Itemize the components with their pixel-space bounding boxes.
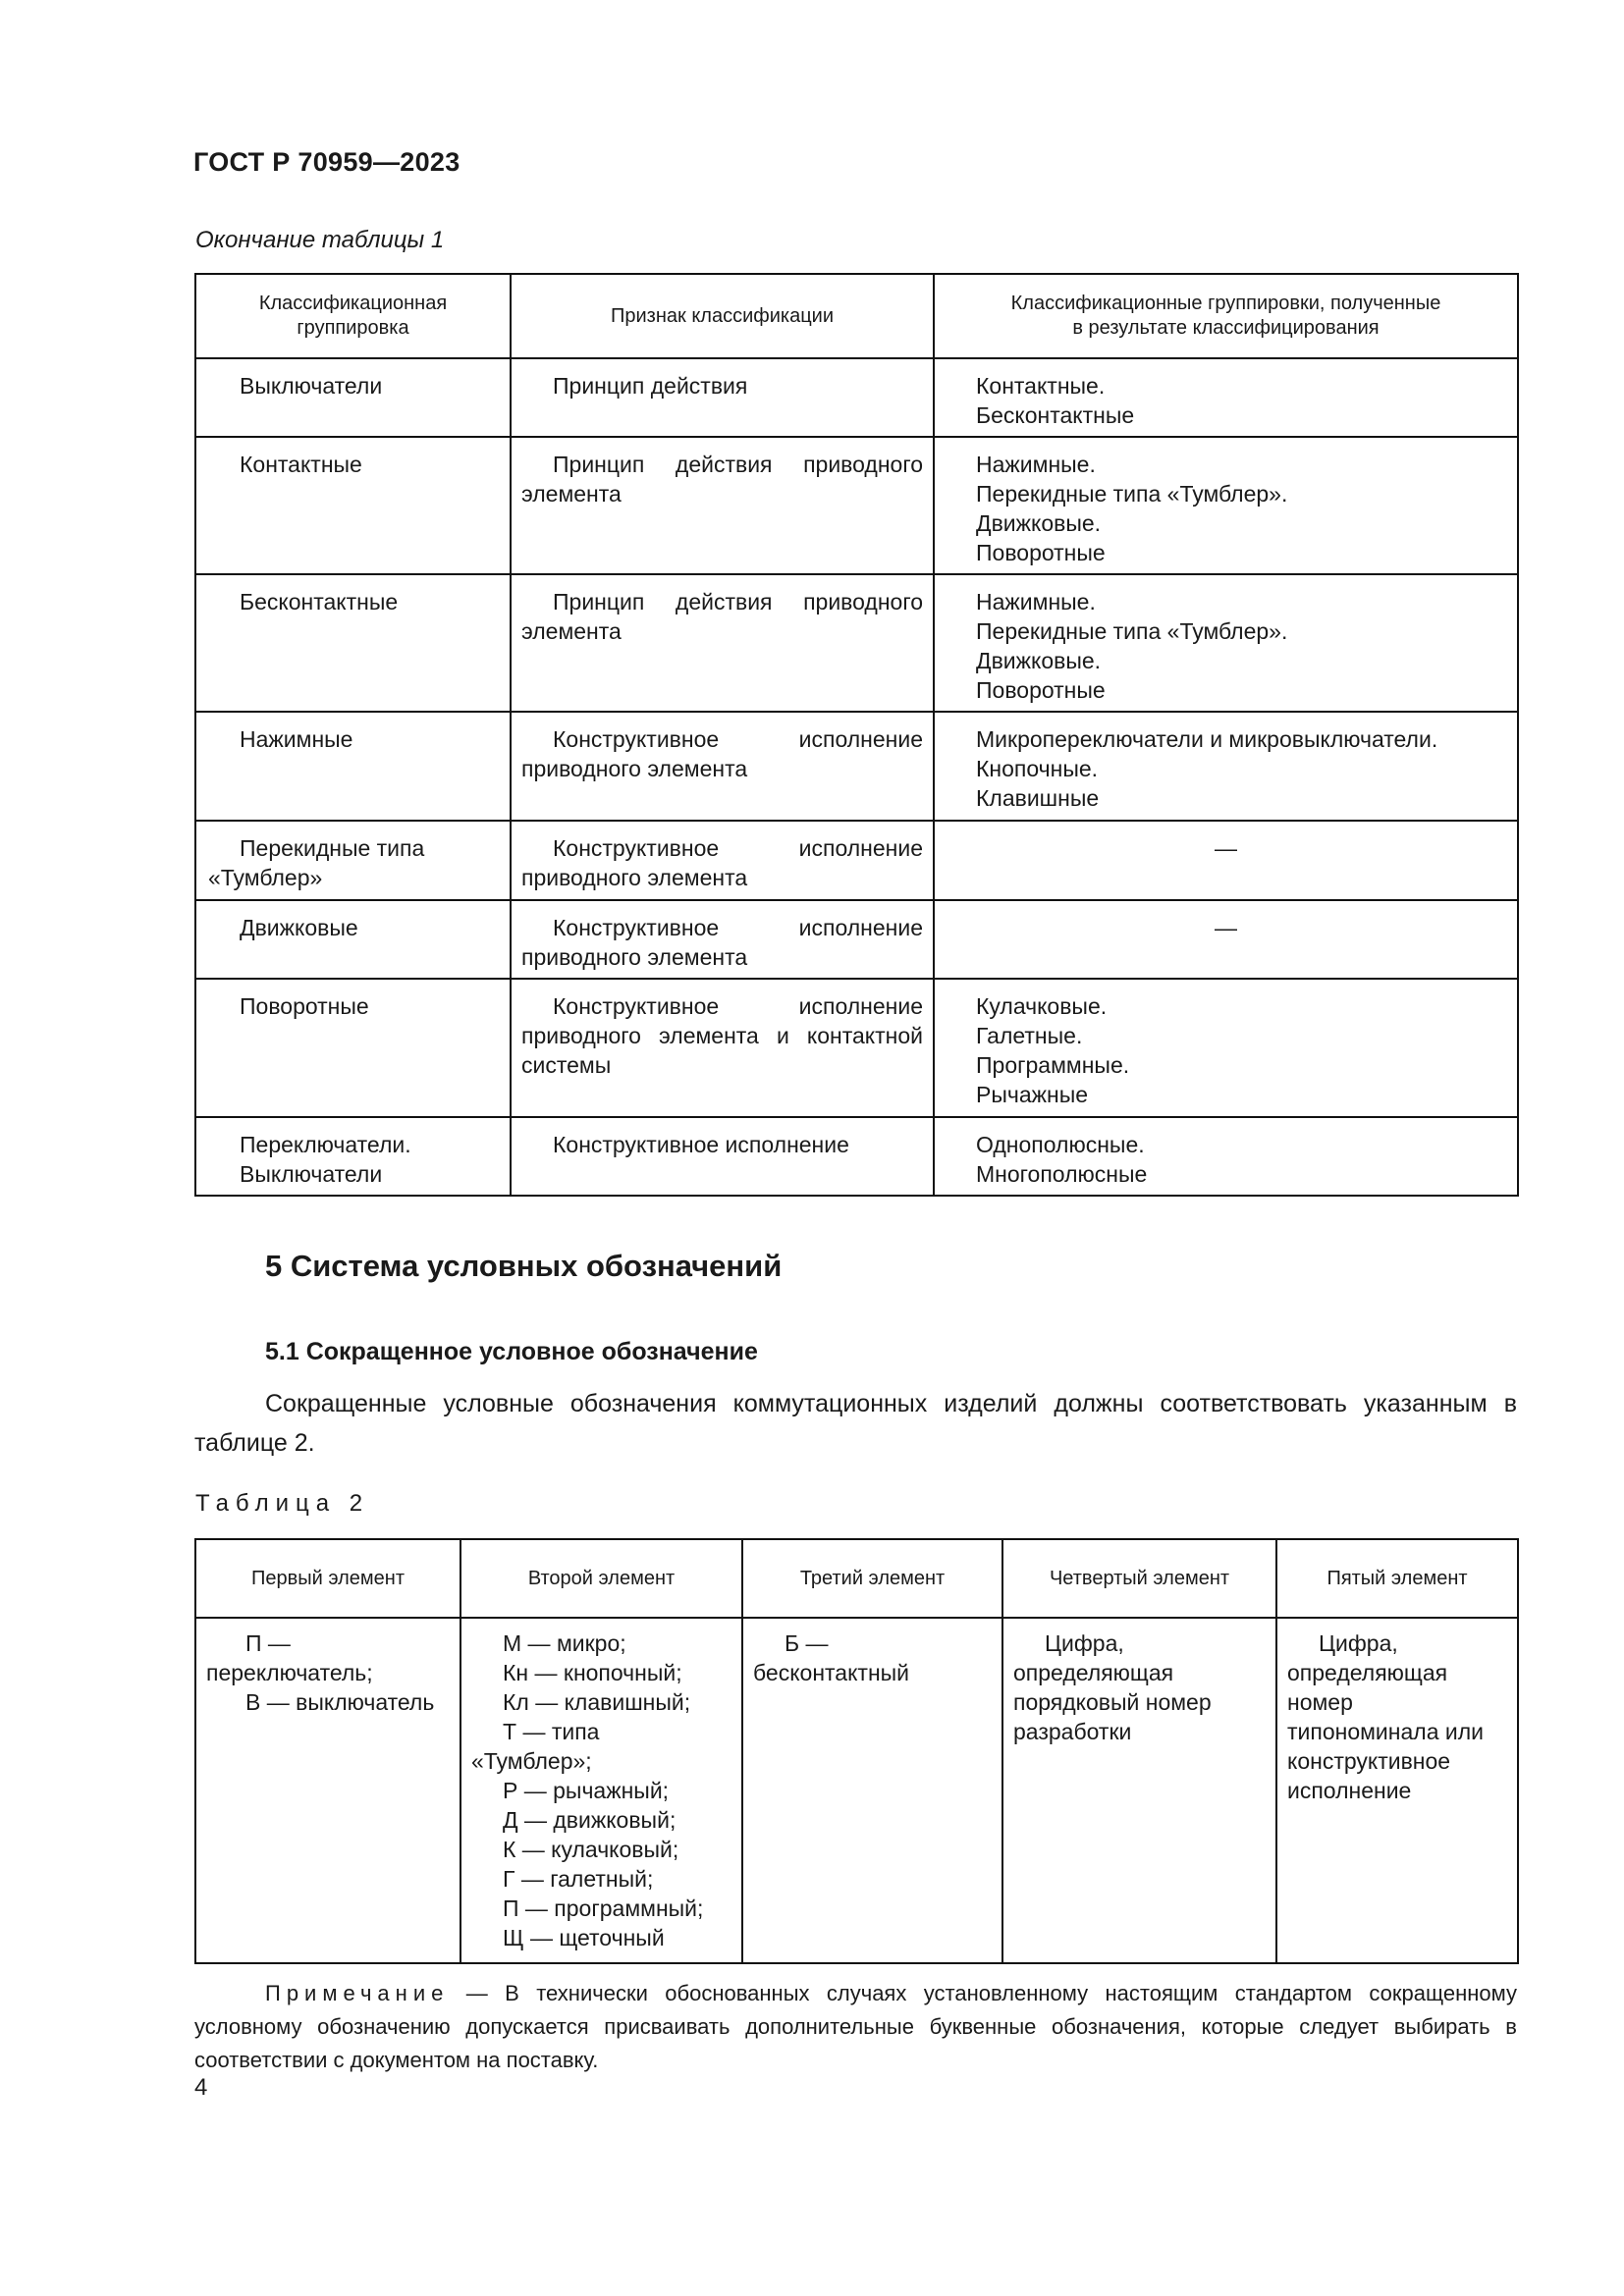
standard-code: ГОСТ Р 70959—2023 xyxy=(193,147,460,177)
feature-cell: Конструктивное исполнение приводного элемента xyxy=(511,712,934,821)
result-cell: — xyxy=(934,821,1518,900)
subsection-title: 5.1 Сокращенное условное обозначение xyxy=(265,1338,758,1365)
group-cell: Бесконтактные xyxy=(195,574,511,712)
header-result xyxy=(934,274,1518,358)
feature-cell: Принцип действия приводного элемента xyxy=(511,574,934,712)
first-element-cell: П — переключатель; В — выключатель xyxy=(195,1618,460,1963)
table-row xyxy=(195,821,1518,900)
header-fourth-element: Четвертый элемент xyxy=(1002,1539,1276,1618)
group-cell: Переключатели. Выключатели xyxy=(195,1117,511,1196)
header-text: Классификационная xyxy=(258,293,448,314)
feature-cell: Конструктивное исполнение приводного элемента и контактной системы xyxy=(511,979,934,1117)
group-cell: Выключатели xyxy=(195,358,511,437)
fourth-element-cell: Цифра, определяющая порядковый номер разработки xyxy=(1002,1618,1276,1963)
fifth-element-cell: Цифра, определяющая номер типономинала или конструктивное исполнение xyxy=(1276,1618,1518,1963)
header-fifth-element: Пятый элемент xyxy=(1276,1539,1518,1618)
table-row xyxy=(195,712,1518,821)
note-text: — В технически обоснованных случаях установленному настоящим стандартом сокращенному условному обозначению допускается присваивать дополнительные буквенные обозначения, которые следует выбирать в соответствии с документом на поставку. xyxy=(194,1981,1517,2072)
table-row xyxy=(195,574,1518,712)
table-row xyxy=(195,979,1518,1117)
table-note xyxy=(194,1977,1517,2077)
table-header-row xyxy=(195,274,1518,358)
page-number: 4 xyxy=(194,2074,208,2101)
table1-caption: Окончание таблицы 1 xyxy=(195,227,445,253)
section-title: 5 Система условных обозначений xyxy=(265,1249,783,1283)
header-second-element: Второй элемент xyxy=(460,1539,742,1618)
designation-table xyxy=(194,1538,1519,1964)
table-row xyxy=(195,358,1518,437)
table2-caption: Таблица 2 xyxy=(195,1490,370,1517)
feature-cell: Принцип действия приводного элемента xyxy=(511,437,934,574)
feature-cell: Конструктивное исполнение приводного элемента xyxy=(511,821,934,900)
result-cell: Нажимные. Перекидные типа «Тумблер». Движковые. Поворотные xyxy=(934,574,1518,712)
feature-cell: Конструктивное исполнение приводного элемента xyxy=(511,900,934,979)
header-group xyxy=(195,274,511,358)
result-cell: Контактные. Бесконтактные xyxy=(934,358,1518,437)
third-element-cell: Б — бесконтактный xyxy=(742,1618,1002,1963)
result-cell: Нажимные. Перекидные типа «Тумблер». Движковые. Поворотные xyxy=(934,437,1518,574)
header-text: Классификационные группировки, полученные xyxy=(1010,293,1441,314)
body-paragraph: Сокращенные условные обозначения коммутационных изделий должны соответствовать указанным в таблице 2. xyxy=(194,1390,1517,1457)
classification-table xyxy=(194,273,1519,1197)
note-label: Примечание xyxy=(265,1981,450,2005)
group-cell: Нажимные xyxy=(195,712,511,821)
result-cell: Однополюсные. Многополюсные xyxy=(934,1117,1518,1196)
result-cell: Кулачковые. Галетные. Программные. Рычажные xyxy=(934,979,1518,1117)
header-text: в результате классифицирования xyxy=(1072,317,1380,339)
group-cell: Движковые xyxy=(195,900,511,979)
group-cell: Перекидные типа «Тумблер» xyxy=(195,821,511,900)
header-first-element: Первый элемент xyxy=(195,1539,460,1618)
second-element-cell: М — микро; Кн — кнопочный; Кл — клавишный; Т — типа «Тумблер»; Р — рычажный; Д — движковый; К — кулачковый; Г — галетный; П — программный; Щ — щеточный xyxy=(460,1618,742,1963)
result-cell: — xyxy=(934,900,1518,979)
feature-cell: Принцип действия xyxy=(511,358,934,437)
table-row xyxy=(195,437,1518,574)
group-cell: Поворотные xyxy=(195,979,511,1117)
header-feature xyxy=(511,274,934,358)
header-text: Признак классификации xyxy=(611,304,834,327)
feature-cell: Конструктивное исполнение xyxy=(511,1117,934,1196)
header-third-element: Третий элемент xyxy=(742,1539,1002,1618)
table-row xyxy=(195,1618,1518,1963)
table-row xyxy=(195,1117,1518,1196)
table-header-row xyxy=(195,1539,1518,1618)
group-cell: Контактные xyxy=(195,437,511,574)
table-row xyxy=(195,900,1518,979)
result-cell: Микропереключатели и микровыключатели. Кнопочные. Клавишные xyxy=(934,712,1518,821)
header-text: группировка xyxy=(297,317,409,339)
